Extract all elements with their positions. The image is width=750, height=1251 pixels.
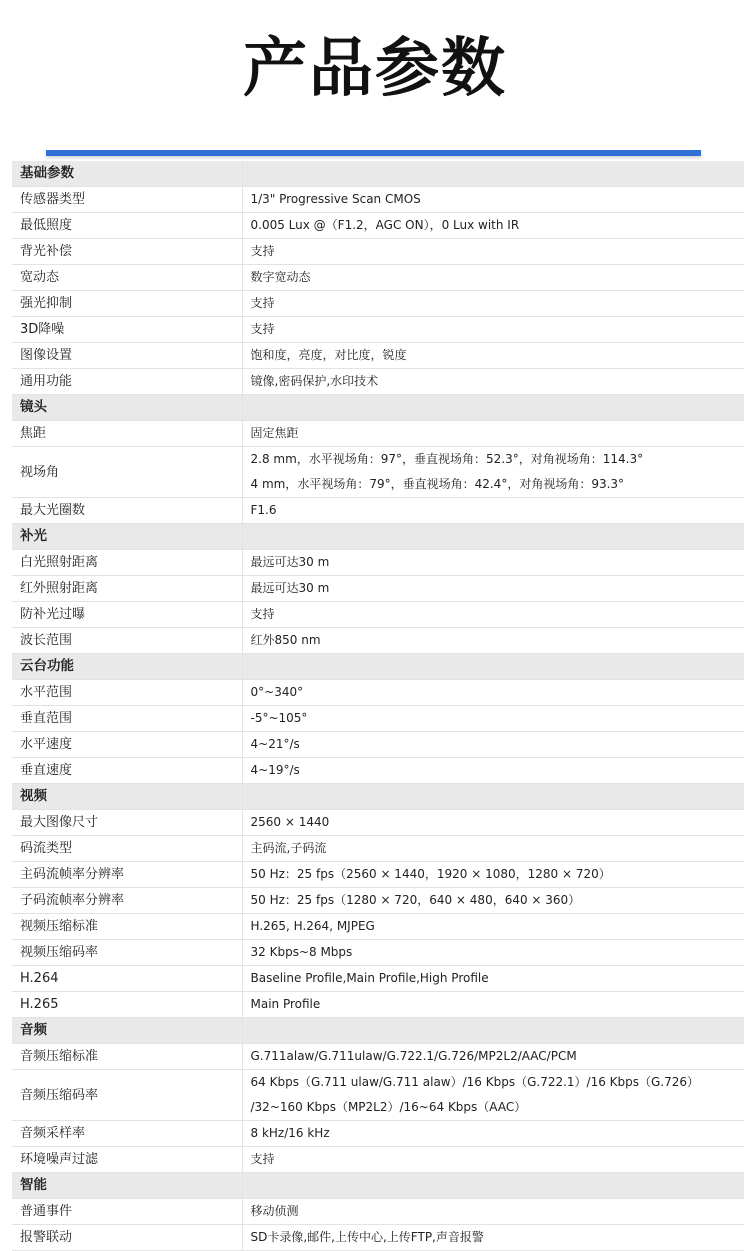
- section-title: 基础参数: [12, 161, 242, 187]
- spec-value-line: 饱和度，亮度，对比度，锐度: [250, 348, 407, 362]
- spec-row: [12, 239, 744, 265]
- spec-label: 垂直速度: [12, 758, 242, 784]
- spec-row: [12, 992, 744, 1018]
- spec-value: [242, 602, 744, 628]
- spec-row: [12, 291, 744, 317]
- spec-value: [242, 291, 744, 317]
- spec-value: [242, 213, 744, 239]
- spec-value-line: 支持: [250, 322, 275, 336]
- spec-value: [242, 550, 744, 576]
- section-header-row: [12, 654, 744, 680]
- spec-value: [242, 810, 744, 836]
- spec-label: 最大光圈数: [12, 498, 242, 524]
- section-header-row: [12, 1173, 744, 1199]
- spec-row: [12, 940, 744, 966]
- spec-value-line: 支持: [250, 1152, 275, 1166]
- spec-value-line: 2.8 mm，水平视场角：97°，垂直视场角：52.3°，对角视场角：114.3°: [250, 452, 644, 466]
- spec-value-line: 移动侦测: [250, 1204, 299, 1218]
- section-header-row: [12, 161, 744, 187]
- spec-table: [12, 161, 744, 1251]
- spec-label: 红外照射距离: [12, 576, 242, 602]
- spec-value-line: -5°~105°: [250, 711, 308, 725]
- spec-row: [12, 966, 744, 992]
- spec-value-line: H.265, H.264, MJPEG: [250, 919, 375, 933]
- spec-label: 音频压缩码率: [12, 1070, 242, 1121]
- spec-row: [12, 1070, 744, 1121]
- spec-label: 普通事件: [12, 1199, 242, 1225]
- spec-row: [12, 732, 744, 758]
- spec-value: [242, 1044, 744, 1070]
- spec-label: 垂直范围: [12, 706, 242, 732]
- spec-row: [12, 187, 744, 213]
- section-header-blank: [242, 1018, 744, 1044]
- spec-value-line: 支持: [250, 296, 275, 310]
- spec-value: [242, 343, 744, 369]
- spec-label: 报警联动: [12, 1225, 242, 1251]
- spec-row: [12, 550, 744, 576]
- spec-label: H.264: [12, 966, 242, 992]
- spec-value-line: /32~160 Kbps（MP2L2）/16~64 Kbps（AAC）: [250, 1100, 527, 1114]
- spec-value: [242, 369, 744, 395]
- spec-value: [242, 732, 744, 758]
- spec-label: 焦距: [12, 421, 242, 447]
- spec-label: 码流类型: [12, 836, 242, 862]
- spec-value: [242, 265, 744, 291]
- section-title: 视频: [12, 784, 242, 810]
- spec-value-line: 数字宽动态: [250, 270, 311, 284]
- spec-row: [12, 1147, 744, 1173]
- spec-value-line: 0°~340°: [250, 685, 304, 699]
- spec-value: [242, 447, 744, 498]
- spec-row: [12, 421, 744, 447]
- spec-row: [12, 498, 744, 524]
- section-title: 补光: [12, 524, 242, 550]
- section-header-blank: [242, 654, 744, 680]
- spec-row: [12, 758, 744, 784]
- spec-value-line: 支持: [250, 244, 275, 258]
- spec-value: [242, 317, 744, 343]
- spec-value-line: 最远可达30 m: [250, 581, 330, 595]
- section-header-row: [12, 1018, 744, 1044]
- spec-row: [12, 1225, 744, 1251]
- spec-value-line: 主码流,子码流: [250, 841, 327, 855]
- spec-row: [12, 602, 744, 628]
- spec-value: [242, 914, 744, 940]
- spec-label: 传感器类型: [12, 187, 242, 213]
- section-header-blank: [242, 1173, 744, 1199]
- spec-label: 白光照射距离: [12, 550, 242, 576]
- spec-value-line: 最远可达30 m: [250, 555, 330, 569]
- spec-value: [242, 1147, 744, 1173]
- spec-row: [12, 369, 744, 395]
- spec-value-line: 8 kHz/16 kHz: [250, 1126, 330, 1140]
- spec-value-line: 50 Hz：25 fps（1280 × 720，640 × 480，640 × 360）: [250, 893, 581, 907]
- spec-value: [242, 966, 744, 992]
- spec-value: [242, 1121, 744, 1147]
- spec-value-line: 固定焦距: [250, 426, 299, 440]
- spec-row: [12, 628, 744, 654]
- section-header-row: [12, 395, 744, 421]
- spec-value-line: 4~21°/s: [250, 737, 300, 751]
- spec-value-line: 2560 × 1440: [250, 815, 330, 829]
- spec-value: [242, 862, 744, 888]
- spec-row: [12, 680, 744, 706]
- spec-label: 音频压缩标准: [12, 1044, 242, 1070]
- spec-value-line: SD卡录像,邮件,上传中心,上传FTP,声音报警: [250, 1230, 484, 1244]
- spec-table-body: [12, 161, 744, 1251]
- spec-value: [242, 940, 744, 966]
- spec-value-line: Main Profile: [250, 997, 321, 1011]
- spec-label: 最大图像尺寸: [12, 810, 242, 836]
- spec-label: 最低照度: [12, 213, 242, 239]
- page-title: 产品参数: [243, 32, 507, 106]
- spec-value-line: G.711alaw/G.711ulaw/G.722.1/G.726/MP2L2/AAC/PCM: [250, 1049, 577, 1063]
- section-header-row: [12, 784, 744, 810]
- spec-value-line: 支持: [250, 607, 275, 621]
- spec-label: 子码流帧率分辨率: [12, 888, 242, 914]
- spec-label: 视频压缩标准: [12, 914, 242, 940]
- section-header-blank: [242, 161, 744, 187]
- spec-row: [12, 888, 744, 914]
- spec-value: [242, 706, 744, 732]
- spec-value-line: 4 mm，水平视场角：79°，垂直视场角：42.4°，对角视场角：93.3°: [250, 477, 625, 491]
- section-header-blank: [242, 784, 744, 810]
- spec-row: [12, 706, 744, 732]
- spec-value-line: 32 Kbps~8 Mbps: [250, 945, 353, 959]
- spec-row: [12, 213, 744, 239]
- spec-value-line: 64 Kbps（G.711 ulaw/G.711 alaw）/16 Kbps（G.722.1）/16 Kbps（G.726）: [250, 1075, 700, 1089]
- spec-value: [242, 992, 744, 1018]
- section-title: 镜头: [12, 395, 242, 421]
- spec-label: 宽动态: [12, 265, 242, 291]
- spec-row: [12, 576, 744, 602]
- section-title: 智能: [12, 1173, 242, 1199]
- spec-value: [242, 1070, 744, 1121]
- spec-value: [242, 888, 744, 914]
- spec-row: [12, 862, 744, 888]
- title-divider-bar: [46, 150, 701, 156]
- spec-label: 波长范围: [12, 628, 242, 654]
- spec-row: [12, 343, 744, 369]
- spec-value: [242, 836, 744, 862]
- spec-value-line: Baseline Profile,Main Profile,High Profile: [250, 971, 489, 985]
- spec-value: [242, 498, 744, 524]
- spec-row: [12, 810, 744, 836]
- spec-row: [12, 447, 744, 498]
- spec-label: 音频采样率: [12, 1121, 242, 1147]
- spec-label: 水平范围: [12, 680, 242, 706]
- spec-value-line: 50 Hz：25 fps（2560 × 1440，1920 × 1080，1280 × 720）: [250, 867, 611, 881]
- spec-label: 水平速度: [12, 732, 242, 758]
- section-title: 音频: [12, 1018, 242, 1044]
- spec-label: H.265: [12, 992, 242, 1018]
- spec-label: 通用功能: [12, 369, 242, 395]
- spec-row: [12, 265, 744, 291]
- spec-value-line: 4~19°/s: [250, 763, 300, 777]
- spec-label: 图像设置: [12, 343, 242, 369]
- section-header-blank: [242, 524, 744, 550]
- spec-value-line: 0.005 Lux @（F1.2，AGC ON），0 Lux with IR: [250, 218, 520, 232]
- spec-row: [12, 1044, 744, 1070]
- section-header-blank: [242, 395, 744, 421]
- spec-label: 视场角: [12, 447, 242, 498]
- spec-row: [12, 1121, 744, 1147]
- spec-value: [242, 680, 744, 706]
- spec-label: 背光补偿: [12, 239, 242, 265]
- spec-row: [12, 914, 744, 940]
- spec-value: [242, 628, 744, 654]
- spec-label: 防补光过曝: [12, 602, 242, 628]
- spec-label: 3D降噪: [12, 317, 242, 343]
- spec-label: 主码流帧率分辨率: [12, 862, 242, 888]
- section-title: 云台功能: [12, 654, 242, 680]
- spec-value: [242, 421, 744, 447]
- spec-label: 视频压缩码率: [12, 940, 242, 966]
- spec-value: [242, 576, 744, 602]
- spec-label: 强光抑制: [12, 291, 242, 317]
- spec-row: [12, 317, 744, 343]
- spec-value-line: 1/3" Progressive Scan CMOS: [250, 192, 421, 206]
- spec-value-line: 镜像,密码保护,水印技术: [250, 374, 379, 388]
- spec-value: [242, 239, 744, 265]
- spec-value: [242, 1225, 744, 1251]
- spec-value-line: F1.6: [250, 503, 277, 517]
- spec-value: [242, 758, 744, 784]
- spec-value: [242, 187, 744, 213]
- section-header-row: [12, 524, 744, 550]
- spec-value-line: 红外850 nm: [250, 633, 321, 647]
- spec-row: [12, 836, 744, 862]
- spec-label: 环境噪声过滤: [12, 1147, 242, 1173]
